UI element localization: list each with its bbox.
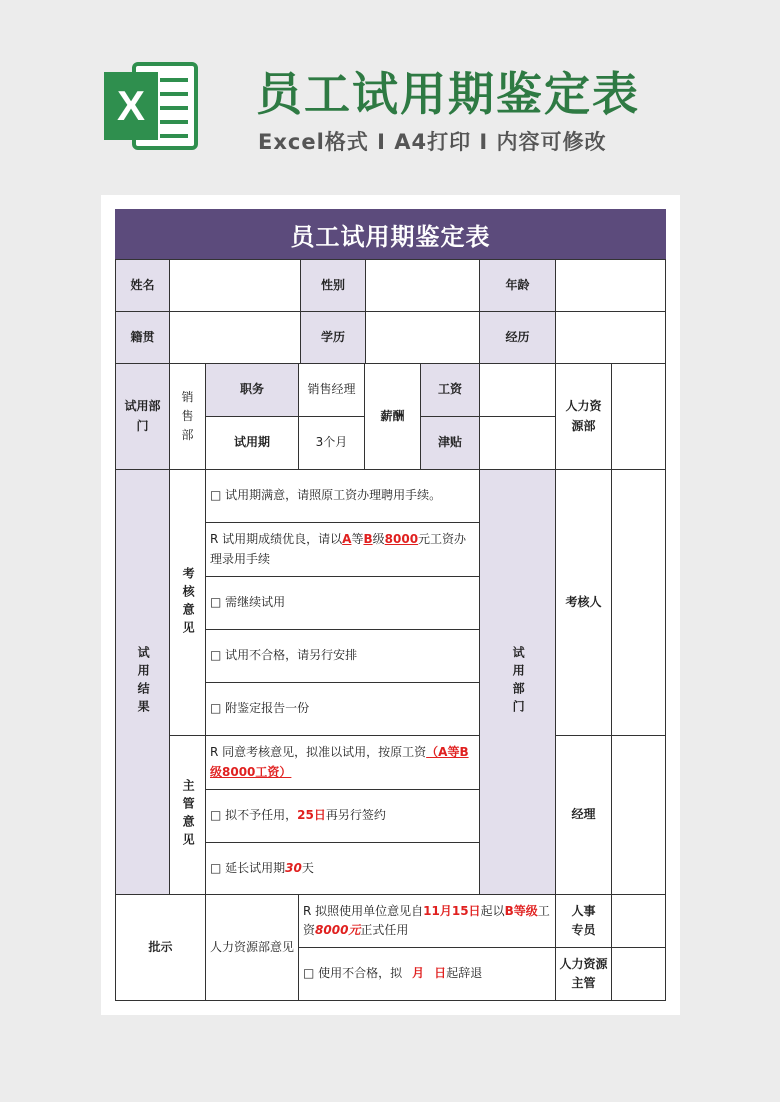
- name-label: 姓名: [115, 259, 170, 312]
- trial-result-text: 试用结果: [136, 646, 151, 718]
- wage-field[interactable]: [479, 363, 556, 417]
- trial-dept-vertical: [479, 469, 556, 895]
- opinion-2[interactable]: [205, 522, 480, 577]
- supervisor-opinion-1-text: R 同意考核意见，拟准以试用，按原工资（A等B级8000工资）: [210, 745, 469, 779]
- trial-dept-value: 销售部: [169, 363, 206, 470]
- education-field[interactable]: [365, 311, 480, 364]
- native-field[interactable]: [169, 311, 301, 364]
- supervisor-opinion-2[interactable]: [205, 789, 480, 843]
- hr-specialist-label: 人事专员: [555, 894, 612, 948]
- approval-label: 批示: [115, 894, 206, 1001]
- manager-label: 经理: [555, 735, 612, 895]
- approval-opinion-2-text: □ 使用不合格，拟 月 日起辞退: [303, 966, 483, 981]
- assessment-text: 考核意见: [181, 566, 196, 639]
- trial-period-value: 3个月: [298, 416, 365, 470]
- supervisor-opinion-1[interactable]: [205, 735, 480, 790]
- opinion-2-text: R 试用期成绩优良，请以A等B级8000元工资办理录用手续: [210, 532, 467, 566]
- supervisor-text: 主管意见: [181, 779, 196, 851]
- approval-opinion-1[interactable]: [298, 894, 556, 948]
- gender-label: 性别: [300, 259, 366, 312]
- native-label: 籍贯: [115, 311, 170, 364]
- manager-field[interactable]: [611, 735, 666, 895]
- trial-dept-vertical-text: 试用部门: [511, 646, 526, 718]
- age-field[interactable]: [555, 259, 666, 312]
- approval-opinion-2[interactable]: [298, 947, 556, 1001]
- supervisor-label: [169, 735, 206, 895]
- hr-director-field[interactable]: [611, 947, 666, 1001]
- form-title: 员工试用期鉴定表: [115, 209, 666, 259]
- experience-field[interactable]: [555, 311, 666, 364]
- hr-dept-label: 人力资源部: [555, 363, 612, 470]
- opinion-5[interactable]: □ 附鉴定报告一份: [205, 682, 480, 736]
- trial-period-label: 试用期: [205, 416, 299, 470]
- excel-logo-icon: [100, 58, 200, 154]
- supervisor-opinion-3[interactable]: [205, 842, 480, 895]
- approval-opinion-1-text: R 拟照使用单位意见自11月15日起以B等级工资8000元正式任用: [303, 903, 550, 937]
- page-subtitle: Excel格式 I A4打印 I 内容可修改: [258, 130, 607, 154]
- hr-director-label: 人力资源主管: [555, 947, 612, 1001]
- age-label: 年龄: [479, 259, 556, 312]
- opinion-3[interactable]: □ 需继续试用: [205, 576, 480, 630]
- wage-label: 工资: [420, 363, 480, 417]
- education-label: 学历: [300, 311, 366, 364]
- trial-dept-label: 试用部门: [115, 363, 170, 470]
- assessor-label: 考核人: [555, 469, 612, 736]
- svg-text:X: X: [116, 82, 146, 129]
- experience-label: 经历: [479, 311, 556, 364]
- form-sheet: [101, 195, 680, 1015]
- supervisor-opinion-2-text: □ 拟不予任用，25日再另行签约: [210, 808, 386, 823]
- gender-field[interactable]: [365, 259, 480, 312]
- opinion-1[interactable]: □ 试用期满意，请照原工资办理聘用手续。: [205, 469, 480, 523]
- position-label: 职务: [205, 363, 299, 417]
- position-value: 销售经理: [298, 363, 365, 417]
- assessment-label: [169, 469, 206, 736]
- hr-specialist-field[interactable]: [611, 894, 666, 948]
- trial-result-label: [115, 469, 170, 895]
- allowance-field[interactable]: [479, 416, 556, 470]
- opinion-4[interactable]: □ 试用不合格，请另行安排: [205, 629, 480, 683]
- allowance-label: 津贴: [420, 416, 480, 470]
- hr-dept-field[interactable]: [611, 363, 666, 470]
- supervisor-opinion-3-text: □ 延长试用期30天: [210, 860, 314, 875]
- hr-opinion-label: 人力资源部意见: [205, 894, 299, 1001]
- name-field[interactable]: [169, 259, 301, 312]
- assessor-field[interactable]: [611, 469, 666, 736]
- page-title: 员工试用期鉴定表: [256, 67, 640, 121]
- salary-label: 薪酬: [364, 363, 421, 470]
